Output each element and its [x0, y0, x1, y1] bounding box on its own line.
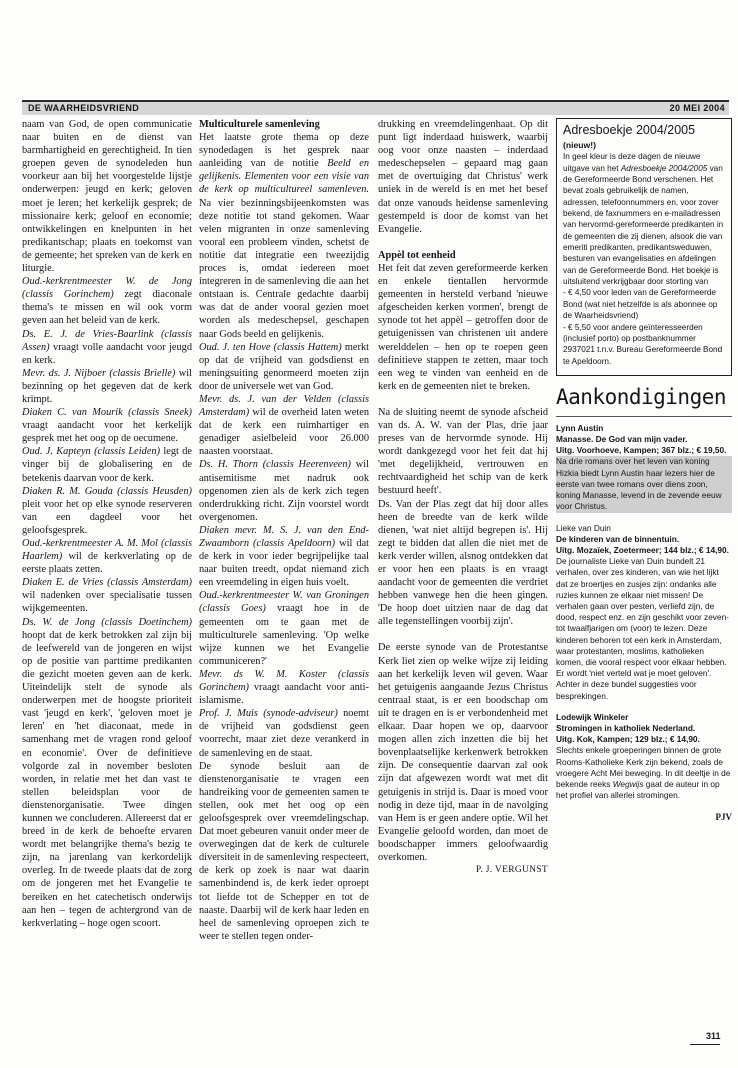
paragraph: Oud.-kerkrentmeester A. M. Mol (classis Haarlem) wil de kerkverlating op de eerste plaats zetten.	[22, 538, 192, 576]
page-number: 311	[706, 1031, 721, 1041]
announcement-publisher: Uitg. Mozaïek, Zoetermeer; 144 blz.; € 14,90.	[556, 544, 729, 555]
announcements-title: Aankondigingen	[556, 384, 727, 409]
speaker-name: Diaken mevr. M. S. J. van den End-Zwaamborn (classis Apeldoorn)	[199, 524, 369, 549]
adresboekje-box	[556, 118, 732, 376]
box-text: In geel kleur is deze dagen de nieuwe uitgave van het Adresboekje 2004/2005 van de Gereformeerde Bond verschenen. Het bevat zoals gebruikelijk de namen, adressen, telefoonnummers en, voor zover bekend, de faxnummers en e-mailadressen van hervormd-gereformeerde predikanten in de gemeenten die zij dienen, alsook die van emeriti predikanten, predikantsweduwen, besturen van evangelisaties en afdelingen van de Gereformeerde Bond. Het boekje is uitsluitend verkrijgbaar door storting van	[563, 152, 724, 287]
announcement-text: Slechts enkele groeperingen binnen de grote Rooms-Katholieke Kerk zijn bekend, zoals de vroegere Acht Mei beweging. In dit deeltje in de bekende reeks Wegwijs gaat de auteur in op het profiel van allerlei stromingen.	[556, 745, 731, 801]
box-price-others: - € 5,50 voor andere geïnteresseerden (inclusief porto) op postbanknummer 2937021 t.n.v. Bureau Gereformeerde Bond te Apeldoorn.	[563, 322, 723, 366]
document-title: Beeld en gelijkenis. Elementen voor een visie van de kerk op multicultureel samenleven.	[199, 158, 369, 196]
box-new-label: (nieuw!)	[563, 140, 596, 150]
paragraph: Oud. J. Kapteyn (classis Leiden) legt de vinger bij de globalisering en de betekenis daarvan voor de kerk.	[22, 446, 192, 484]
paragraph: Ds. E. J. de Vries-Baarlink (classis Assen) vraagt volle aandacht voor jeugd en kerk.	[22, 328, 192, 366]
publication-name: DE WAARHEIDSVRIEND	[28, 103, 140, 113]
speaker-name: Ds. W. de Jong (classis Doetinchem)	[22, 616, 192, 628]
announcement-item	[556, 712, 732, 802]
announcement-text: Na drie romans over het leven van koning Hizkia biedt Lynn Austin haar lezers hier de eerste van twee romans over diens zoon, koning Manasse, levend in de zevende eeuw voor Christus.	[556, 456, 732, 512]
issue-date: 20 MEI 2004	[669, 103, 725, 113]
announcement-publisher: Uitg. Kok, Kampen; 129 blz.; € 14,90.	[556, 734, 700, 745]
speaker-name: Mevr. ds W. M. Koster (classis Gorinchem)	[199, 668, 369, 694]
paragraph: De eerste synode van de Protestantse Kerk liet zien op welke wijze zij leiding aan het kerkelijk leven wil geven. Waar het getuigenis aangaande Jezus Christus centraal staat, is er een boodschap om uit te dragen en is er verbondenheid met elkaar. Daar hopen we op, daarvoor mogen allen zich inzetten die bij het bovenplaatselijke kerkenwerk betrokken zijn. De consequentie daarvan zal ook zijn dat afgewezen wordt wat met dit getuigenis in strijd is. Daar is moed voor nodig in deze tijd, maar in de navolging van Hem is er geen andere optie. Wil het Evangelie geloofd worden, dan moet de boodschapper immers geloofwaardig overkomen.	[378, 642, 548, 863]
announcement-item	[556, 523, 732, 702]
section-heading: Appèl tot eenheid	[378, 249, 456, 261]
paragraph: Ds. W. de Jong (classis Doetinchem) hoopt dat de kerk betrokken zal zijn bij de leefwereld van de jongeren en wijst op de positie van parttime predikanten die gezicht moeten geven aan de kerk. Uiteindelijk stelt de synode als onderwerpen met de hoogste prioriteit vast 'jeugd en kerk', 'geloven moet je leren' en 'het diaconaat, mede in samenhang met de vragen rond geloof en economie'. Over de definitieve volgorde zal in november besloten worden, in relatie met het dan vast te stellen beleidsplan voor de dienstenorganisatie. Twee dingen kunnen we concluderen. Allereerst dat er breed in de kerk de behoefte ervaren wordt met belangrijke thema's bezig te zijn, na jarenlang van kerkordelijk overleg. In de tweede plaats dat de zorg om de jongeren met het Evangelie te bereiken en het catechetisch onderwijs aan hen – tegen de achtergrond van de kerkverlating – hoge ogen scoort.	[22, 616, 192, 929]
running-header	[22, 100, 729, 115]
speaker-name: Oud.-kerkrentmeester W. de Jong (classis Gorinchem)	[22, 276, 192, 301]
box-title: Adresboekje 2004/2005	[563, 123, 696, 137]
paragraph: Het laatste grote thema op deze synodedagen is het gesprek naar aanleiding van de notitie Beeld en gelijkenis. Elementen voor een visie van de kerk op multicultureel samenleven. Na vier bezinningsbijeenkomsten was deze notitie tot stand gekomen. Waar velen migranten in onze samenleving vooral een probleem vinden, schetst de notitie dat integratie een tweezijdig proces is, omdat iedereen moet integreren in de samenleving die aan het ontstaan is. Centrale gedachte daarbij was dat de ander vooral gezien moet worden als medeschepsel, geschapen naar Gods beeld en gelijkenis.	[199, 132, 369, 340]
announcement-author: Lynn Austin	[556, 422, 604, 433]
paragraph: Na de sluiting neemt de synode afscheid van ds. A. W. van der Plas, drie jaar preses van de hervormde synode. Hij wordt dankgezegd voor het feit dat hij 'met degelijkheid, vertrouwen en rechtvaardigheid het schip van de kerk bestuurd heeft'.	[378, 406, 548, 497]
box-price-members: - € 4,50 voor leden van de Gereformeerde Bond (wat niet hetzelfde is als abonnee op de Waarheidsvriend)	[563, 288, 718, 321]
announcement-text: De journaliste Lieke van Duin bundelt 21 verhalen, over zes kinderen, van wie het lijkt dat ze broertjes en zusjes zijn: ondanks alle ruzies kunnen ze elkaar niet missen! De verhalen gaan over pesten, verliefd zijn, de dood, respect enz. en zijn geschikt voor zeven- tot twaalfjarigen om (voor) te lezen. Deze kinderen behoren tot een kerk in Amsterdam, waar protestanten, moslims, katholieken komen, die vooral respect voor elkaar hebben. Er wordt 'niet verteld wat je moet geloven'. Achter in deze bundel suggesties voor besprekingen.	[556, 556, 729, 701]
section-heading: Multiculturele samenleving	[199, 119, 320, 130]
divider	[556, 416, 732, 417]
paragraph: Prof. J. Muis (synode-adviseur) noemt de vrijheid van godsdienst geen voorrecht, maar ziet deze verankerd in de samenleving en de staat.	[199, 708, 369, 759]
speaker-name: Mevr. ds. J. van der Velden (classis Amsterdam)	[199, 393, 369, 419]
column-3	[378, 118, 548, 877]
announcement-author: Lieke van Duin	[556, 522, 611, 533]
column-4	[556, 118, 732, 824]
corner-rule	[690, 1044, 720, 1045]
speaker-name: Diaken R. M. Gouda (classis Heusden)	[22, 485, 192, 497]
announcement-author: Lodewijk Winkeler	[556, 711, 629, 722]
announcement-title: Stromingen in katholiek Nederland.	[556, 722, 696, 733]
speaker-name: Ds. H. Thorn (classis Heerenveen)	[199, 459, 351, 471]
paragraph: Ds. H. Thorn (classis Heerenveen) wil antisemitisme met nadruk ook opgenomen zien als de kerk zich tegen onderdrukking richt. Zijn voorstel wordt overgenomen.	[199, 459, 369, 523]
speaker-name: Diaken C. van Mourik (classis Sneek)	[22, 407, 192, 419]
paragraph: Oud.-kerkrentmeester W. van Groningen (classis Goes) vraagt hoe in de gemeenten om te gaan met de multiculturele samenleving. 'Op welke wijze kunnen we het Evangelie communiceren?'	[199, 590, 369, 667]
announcement-title: De kinderen van de binnentuin.	[556, 533, 680, 544]
column-2	[199, 118, 369, 943]
paragraph: Mevr. ds. J. van der Velden (classis Amsterdam) wil de overheid laten weten dat de kerk een ruimhartiger en genadiger asielbeleid voor 26.000 naasten voorstaat.	[199, 393, 369, 458]
announcement-publisher: Uitg. Voorhoeve, Kampen; 367 blz.; € 19,50.	[556, 445, 727, 456]
column-1	[22, 118, 192, 930]
announcement-item	[556, 423, 732, 513]
paragraph: Diaken E. de Vries (classis Amsterdam) wil nadenken over specialisatie tussen wijkgemeenten.	[22, 577, 192, 615]
paragraph: Het feit dat zeven gereformeerde kerken en enkele tientallen hervormde gemeenten in hersteld verband 'nieuwe afgescheiden kerken vormen', brengt de synode tot het appèl – getroffen door de getuigenissen van christenen uit andere werelddelen – hen op te roepen geen definitieve stappen te zetten, maar toch een weg te vinden van eenheid en de kerk en de gemeenten niet te breken.	[378, 262, 548, 392]
speaker-name: Mevr. ds. J. Nijboer (classis Brielle)	[22, 367, 176, 379]
author-signature: P. J. VERGUNST	[475, 865, 548, 876]
speaker-name: Prof. J. Muis (synode-adviseur)	[199, 708, 338, 720]
paragraph: De synode besluit aan de dienstenorganisatie te vragen een handreiking voor de gemeenten samen te stellen, ook met het oog op een geloofsgesprek over vreemdelingschap. Dat moet gebeuren vanuit onder meer de overwegingen dat de kerk de culturele diversiteit in de samenleving respecteert, de kerk op zoek is naar wat daarin samenbindend is, de kerk ieder oproept tot liefde tot de Schepper en tot de naaste. Daarbij wil de kerk haar leden en heel de samenleving oproepen zich te weer te stellen tegen onder-	[199, 760, 369, 942]
announcement-title: Manasse. De God van mijn vader.	[556, 434, 688, 445]
paragraph: Oud.-kerkrentmeester W. de Jong (classis Gorinchem) zegt diaconale thema's te missen en wil ook vorm geven aan het beleid van de kerk.	[22, 276, 192, 327]
paragraph: Diaken C. van Mourik (classis Sneek) vraagt aandacht voor het kerkelijk gesprek met het oog op de oecumene.	[22, 407, 192, 445]
paragraph: Ds. Van der Plas zegt dat hij door alles heen de breedte van de kerk wilde dienen, 'wat niet altijd begrepen is'. Hij zegt te bidden dat allen die niet met de kerk verder willen, alsnog ontdekken dat er voor hen een plaats is en vraagt aandacht voor de gemeenten die verdriet hebben vanwege hen die heen gingen. 'De hoop doet uitzien naar de dag dat alle tegenstellingen voorbij zijn'.	[378, 498, 548, 628]
paragraph: Oud. J. ten Hove (classis Hattem) merkt op dat de vrijheid van godsdienst en meningsuiting genormeerd moeten zijn door de universele wet van God.	[199, 341, 369, 392]
paragraph: Diaken mevr. M. S. J. van den End-Zwaamborn (classis Apeldoorn) wil dat de kerk in voor ieder begrijpelijke taal naar buiten treedt, opdat niemand zich een vreemdeling in eigen huis voelt.	[199, 524, 370, 589]
speaker-name: Ds. E. J. de Vries-Baarlink (classis Assen)	[22, 328, 192, 353]
editor-initials: PJV	[715, 812, 732, 823]
speaker-name: Oud.-kerkrentmeester W. van Groningen (classis Goes)	[199, 590, 369, 615]
paragraph: drukking en vreemdelingenhaat. Op dit punt ligt inderdaad huiswerk, waarbij oog voor onze naasten – inderdaad medeschepselen – gepaard mag gaan met de overtuiging dat Christus' werk uniek in de wereld is en met het besef dat onze vanouds heidense samenleving gestempeld is door de komst van het Evangelie.	[378, 119, 548, 235]
speaker-name: Diaken E. de Vries (classis Amsterdam)	[22, 577, 192, 589]
paragraph: naam van God, de open communicatie naar buiten en de dienst van barmhartigheid en gerechtigheid. In tien groepen geven de synodeleden hun voorkeur aan bij het voorgestelde lijstje onderwerpen: jeugd en kerk; geloven moet je leren; het kerkelijk gesprek; de missionaire kerk; geloof en economie; ontwikkelingen en knelpunten in het predikantschap; plaats en toekomst van de gemeente; het spreken van de kerk en liturgie.	[22, 119, 192, 275]
speaker-name: Oud.-kerkrentmeester A. M. Mol (classis Haarlem)	[22, 538, 192, 563]
paragraph: Mevr. ds W. M. Koster (classis Gorinchem) vraagt aandacht voor anti-islamisme.	[199, 668, 369, 707]
speaker-name: Oud. J. Kapteyn (classis Leiden)	[22, 446, 161, 458]
paragraph: Mevr. ds. J. Nijboer (classis Brielle) wil bezinning op het gegeven dat de kerk krimpt.	[22, 367, 192, 405]
paragraph: Diaken R. M. Gouda (classis Heusden) pleit voor het op elke synode reserveren van een dagdeel voor het geloofsgesprek.	[22, 485, 192, 536]
speaker-name: Oud. J. ten Hove (classis Hattem)	[199, 341, 342, 353]
